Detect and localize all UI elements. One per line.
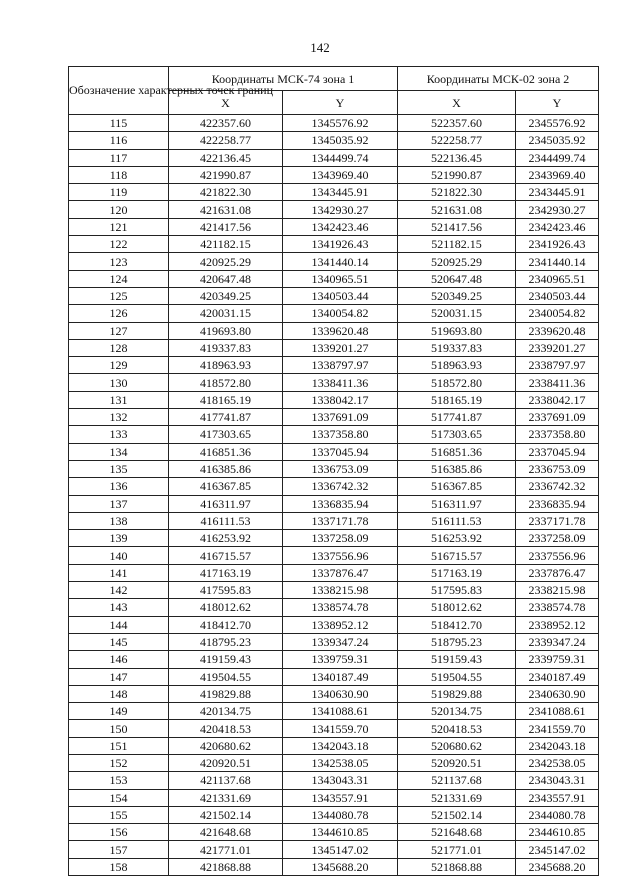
msk02-x-cell: 516253.92	[398, 530, 516, 547]
msk74-x-cell: 419829.88	[169, 685, 283, 702]
msk74-x-cell: 422136.45	[169, 149, 283, 166]
table-row	[69, 460, 599, 477]
msk74-y-cell: 1336753.09	[283, 460, 398, 477]
msk74-x-cell: 422357.60	[169, 115, 283, 132]
point-id-cell: 156	[69, 824, 169, 841]
table-row	[69, 530, 599, 547]
msk02-y-cell: 2341088.61	[516, 703, 599, 720]
msk74-x-cell: 421331.69	[169, 789, 283, 806]
point-id-cell: 152	[69, 754, 169, 771]
msk74-x-cell: 416367.85	[169, 478, 283, 495]
msk02-y-cell: 2337876.47	[516, 564, 599, 581]
table-row	[69, 789, 599, 806]
msk74-y-cell: 1339759.31	[283, 651, 398, 668]
point-id-cell: 136	[69, 478, 169, 495]
msk74-y-cell: 1338411.36	[283, 374, 398, 391]
msk02-y-cell: 2342423.46	[516, 218, 599, 235]
msk02-x-cell: 518963.93	[398, 357, 516, 374]
msk02-x-cell: 521648.68	[398, 824, 516, 841]
table-row	[69, 166, 599, 183]
msk02-y-cell: 2338797.97	[516, 357, 599, 374]
point-id-cell: 146	[69, 651, 169, 668]
msk74-x-cell: 417163.19	[169, 564, 283, 581]
msk74-y-cell: 1338952.12	[283, 616, 398, 633]
msk02-x-cell: 520680.62	[398, 737, 516, 754]
point-id-cell: 124	[69, 270, 169, 287]
table-row	[69, 806, 599, 823]
msk02-y-cell: 2345035.92	[516, 132, 599, 149]
table-row	[69, 685, 599, 702]
table-row	[69, 115, 599, 132]
msk02-x-cell: 521990.87	[398, 166, 516, 183]
msk02-x-cell: 521137.68	[398, 772, 516, 789]
msk74-y-cell: 1340965.51	[283, 270, 398, 287]
msk74-y-cell: 1342423.46	[283, 218, 398, 235]
msk74-y-cell: 1344080.78	[283, 806, 398, 823]
msk02-x-cell: 521631.08	[398, 201, 516, 218]
msk74-x-cell: 421990.87	[169, 166, 283, 183]
table-row	[69, 512, 599, 529]
table-row	[69, 582, 599, 599]
header-msk02-x: X	[398, 91, 516, 115]
msk74-x-cell: 420925.29	[169, 253, 283, 270]
msk02-y-cell: 2345688.20	[516, 858, 599, 875]
msk74-y-cell: 1345688.20	[283, 858, 398, 875]
table-row	[69, 633, 599, 650]
msk02-y-cell: 2337045.94	[516, 443, 599, 460]
table-row	[69, 270, 599, 287]
msk74-y-cell: 1342930.27	[283, 201, 398, 218]
msk02-y-cell: 2336753.09	[516, 460, 599, 477]
table-row	[69, 426, 599, 443]
msk74-x-cell: 417595.83	[169, 582, 283, 599]
point-id-cell: 139	[69, 530, 169, 547]
msk74-x-cell: 421648.68	[169, 824, 283, 841]
msk02-x-cell: 517163.19	[398, 564, 516, 581]
point-id-cell: 116	[69, 132, 169, 149]
msk02-x-cell: 522136.45	[398, 149, 516, 166]
table-row	[69, 703, 599, 720]
msk74-y-cell: 1343969.40	[283, 166, 398, 183]
point-id-cell: 119	[69, 184, 169, 201]
msk02-x-cell: 516851.36	[398, 443, 516, 460]
msk02-y-cell: 2337556.96	[516, 547, 599, 564]
msk02-x-cell: 522357.60	[398, 115, 516, 132]
msk74-x-cell: 420134.75	[169, 703, 283, 720]
msk74-y-cell: 1338215.98	[283, 582, 398, 599]
msk02-y-cell: 2338952.12	[516, 616, 599, 633]
msk74-y-cell: 1337171.78	[283, 512, 398, 529]
msk02-x-cell: 519337.83	[398, 339, 516, 356]
msk02-y-cell: 2343557.91	[516, 789, 599, 806]
msk02-x-cell: 518165.19	[398, 391, 516, 408]
point-id-cell: 153	[69, 772, 169, 789]
table-row	[69, 824, 599, 841]
table-row	[69, 236, 599, 253]
msk02-y-cell: 2341559.70	[516, 720, 599, 737]
msk74-x-cell: 420031.15	[169, 305, 283, 322]
point-id-cell: 121	[69, 218, 169, 235]
table-row	[69, 149, 599, 166]
msk02-x-cell: 521502.14	[398, 806, 516, 823]
table-row	[69, 305, 599, 322]
msk74-x-cell: 420349.25	[169, 287, 283, 304]
msk74-x-cell: 416311.97	[169, 495, 283, 512]
point-id-cell: 127	[69, 322, 169, 339]
msk02-x-cell: 521182.15	[398, 236, 516, 253]
point-id-cell: 120	[69, 201, 169, 218]
msk74-y-cell: 1341559.70	[283, 720, 398, 737]
msk74-x-cell: 416715.57	[169, 547, 283, 564]
table-row	[69, 737, 599, 754]
msk02-x-cell: 517741.87	[398, 409, 516, 426]
header-group-msk02: Координаты МСК-02 зона 2	[398, 67, 599, 91]
msk74-x-cell: 418012.62	[169, 599, 283, 616]
msk74-x-cell: 421631.08	[169, 201, 283, 218]
point-id-cell: 143	[69, 599, 169, 616]
msk02-x-cell: 520134.75	[398, 703, 516, 720]
msk74-x-cell: 421771.01	[169, 841, 283, 858]
point-id-cell: 133	[69, 426, 169, 443]
msk02-x-cell: 518795.23	[398, 633, 516, 650]
table-body	[69, 115, 599, 876]
point-id-cell: 140	[69, 547, 169, 564]
msk02-x-cell: 521417.56	[398, 218, 516, 235]
point-id-cell: 137	[69, 495, 169, 512]
msk74-y-cell: 1345576.92	[283, 115, 398, 132]
point-id-cell: 158	[69, 858, 169, 875]
msk74-x-cell: 421502.14	[169, 806, 283, 823]
table-row	[69, 754, 599, 771]
msk74-y-cell: 1343557.91	[283, 789, 398, 806]
msk74-y-cell: 1339620.48	[283, 322, 398, 339]
msk02-y-cell: 2336835.94	[516, 495, 599, 512]
msk74-x-cell: 416385.86	[169, 460, 283, 477]
msk02-x-cell: 519829.88	[398, 685, 516, 702]
msk02-y-cell: 2341440.14	[516, 253, 599, 270]
table-row	[69, 616, 599, 633]
point-id-cell: 141	[69, 564, 169, 581]
table-row	[69, 772, 599, 789]
msk74-y-cell: 1341088.61	[283, 703, 398, 720]
table-row	[69, 201, 599, 218]
msk02-x-cell: 520349.25	[398, 287, 516, 304]
msk02-y-cell: 2343043.31	[516, 772, 599, 789]
msk02-y-cell: 2340965.51	[516, 270, 599, 287]
msk74-x-cell: 421822.30	[169, 184, 283, 201]
msk02-y-cell: 2338215.98	[516, 582, 599, 599]
msk02-x-cell: 516311.97	[398, 495, 516, 512]
msk74-y-cell: 1340054.82	[283, 305, 398, 322]
msk74-x-cell: 421417.56	[169, 218, 283, 235]
point-id-cell: 118	[69, 166, 169, 183]
header-msk74-x: X	[169, 91, 283, 115]
msk02-y-cell: 2340503.44	[516, 287, 599, 304]
msk02-x-cell: 521868.88	[398, 858, 516, 875]
table-row	[69, 184, 599, 201]
table-row	[69, 668, 599, 685]
msk02-x-cell: 519159.43	[398, 651, 516, 668]
msk02-y-cell: 2340630.90	[516, 685, 599, 702]
msk74-y-cell: 1337876.47	[283, 564, 398, 581]
msk02-x-cell: 521331.69	[398, 789, 516, 806]
msk02-y-cell: 2339759.31	[516, 651, 599, 668]
msk02-x-cell: 520647.48	[398, 270, 516, 287]
point-id-cell: 117	[69, 149, 169, 166]
point-id-cell: 129	[69, 357, 169, 374]
point-id-cell: 147	[69, 668, 169, 685]
msk74-y-cell: 1342538.05	[283, 754, 398, 771]
msk74-x-cell: 416253.92	[169, 530, 283, 547]
msk74-y-cell: 1345035.92	[283, 132, 398, 149]
header-group-msk74: Координаты МСК-74 зона 1	[169, 67, 398, 91]
msk02-y-cell: 2339620.48	[516, 322, 599, 339]
msk02-y-cell: 2339347.24	[516, 633, 599, 650]
msk74-y-cell: 1340503.44	[283, 287, 398, 304]
msk02-y-cell: 2336742.32	[516, 478, 599, 495]
msk74-y-cell: 1336742.32	[283, 478, 398, 495]
msk74-y-cell: 1339201.27	[283, 339, 398, 356]
msk74-x-cell: 421182.15	[169, 236, 283, 253]
msk74-y-cell: 1338042.17	[283, 391, 398, 408]
msk02-x-cell: 519693.80	[398, 322, 516, 339]
point-id-cell: 130	[69, 374, 169, 391]
msk74-x-cell: 418572.80	[169, 374, 283, 391]
msk74-y-cell: 1339347.24	[283, 633, 398, 650]
msk74-y-cell: 1345147.02	[283, 841, 398, 858]
msk02-y-cell: 2342930.27	[516, 201, 599, 218]
msk74-y-cell: 1341926.43	[283, 236, 398, 253]
point-id-cell: 157	[69, 841, 169, 858]
point-id-cell: 115	[69, 115, 169, 132]
msk74-x-cell: 417741.87	[169, 409, 283, 426]
table-row	[69, 253, 599, 270]
msk02-x-cell: 521771.01	[398, 841, 516, 858]
msk74-y-cell: 1337258.09	[283, 530, 398, 547]
msk74-y-cell: 1343445.91	[283, 184, 398, 201]
table-row	[69, 651, 599, 668]
msk74-y-cell: 1342043.18	[283, 737, 398, 754]
msk02-y-cell: 2340187.49	[516, 668, 599, 685]
msk02-y-cell: 2343445.91	[516, 184, 599, 201]
msk02-y-cell: 2337691.09	[516, 409, 599, 426]
msk02-x-cell: 518012.62	[398, 599, 516, 616]
msk74-y-cell: 1340630.90	[283, 685, 398, 702]
msk02-y-cell: 2343969.40	[516, 166, 599, 183]
point-id-cell: 131	[69, 391, 169, 408]
point-id-cell: 149	[69, 703, 169, 720]
table-row	[69, 858, 599, 875]
msk02-x-cell: 516367.85	[398, 478, 516, 495]
header-msk74-y: Y	[283, 91, 398, 115]
table-row	[69, 391, 599, 408]
msk02-y-cell: 2338574.78	[516, 599, 599, 616]
msk02-y-cell: 2341926.43	[516, 236, 599, 253]
msk74-x-cell: 418412.70	[169, 616, 283, 633]
msk02-x-cell: 517595.83	[398, 582, 516, 599]
page-number: 142	[310, 40, 330, 55]
msk02-y-cell: 2345147.02	[516, 841, 599, 858]
msk02-y-cell: 2344610.85	[516, 824, 599, 841]
msk02-x-cell: 517303.65	[398, 426, 516, 443]
table-row	[69, 720, 599, 737]
msk74-x-cell: 422258.77	[169, 132, 283, 149]
coordinates-table	[68, 66, 599, 876]
msk74-x-cell: 419504.55	[169, 668, 283, 685]
msk02-x-cell: 520031.15	[398, 305, 516, 322]
table-row	[69, 322, 599, 339]
table-row	[69, 357, 599, 374]
msk74-y-cell: 1341440.14	[283, 253, 398, 270]
point-id-cell: 128	[69, 339, 169, 356]
msk02-x-cell: 520925.29	[398, 253, 516, 270]
msk02-x-cell: 516715.57	[398, 547, 516, 564]
msk02-y-cell: 2345576.92	[516, 115, 599, 132]
msk74-y-cell: 1337556.96	[283, 547, 398, 564]
msk74-x-cell: 418963.93	[169, 357, 283, 374]
msk74-x-cell: 417303.65	[169, 426, 283, 443]
msk02-x-cell: 522258.77	[398, 132, 516, 149]
msk74-x-cell: 420920.51	[169, 754, 283, 771]
msk74-x-cell: 418795.23	[169, 633, 283, 650]
msk74-x-cell: 420647.48	[169, 270, 283, 287]
msk02-x-cell: 520920.51	[398, 754, 516, 771]
msk74-x-cell: 421137.68	[169, 772, 283, 789]
table-row	[69, 599, 599, 616]
msk02-y-cell: 2340054.82	[516, 305, 599, 322]
table-row	[69, 478, 599, 495]
msk02-x-cell: 518412.70	[398, 616, 516, 633]
table-row	[69, 374, 599, 391]
table-row	[69, 443, 599, 460]
msk02-x-cell: 520418.53	[398, 720, 516, 737]
msk74-y-cell: 1337691.09	[283, 409, 398, 426]
msk74-y-cell: 1337358.80	[283, 426, 398, 443]
table-row	[69, 547, 599, 564]
table-row	[69, 841, 599, 858]
point-id-cell: 142	[69, 582, 169, 599]
table-row	[69, 409, 599, 426]
msk74-y-cell: 1337045.94	[283, 443, 398, 460]
table-row	[69, 132, 599, 149]
msk74-y-cell: 1344499.74	[283, 149, 398, 166]
msk74-y-cell: 1344610.85	[283, 824, 398, 841]
header-msk02-y: Y	[516, 91, 599, 115]
point-id-cell: 125	[69, 287, 169, 304]
msk74-x-cell: 418165.19	[169, 391, 283, 408]
table-row	[69, 339, 599, 356]
point-id-cell: 126	[69, 305, 169, 322]
point-id-cell: 150	[69, 720, 169, 737]
msk74-x-cell: 419693.80	[169, 322, 283, 339]
msk02-y-cell: 2339201.27	[516, 339, 599, 356]
table-row	[69, 564, 599, 581]
msk02-x-cell: 519504.55	[398, 668, 516, 685]
msk02-y-cell: 2344080.78	[516, 806, 599, 823]
msk02-x-cell: 516111.53	[398, 512, 516, 529]
point-id-cell: 123	[69, 253, 169, 270]
table-row	[69, 287, 599, 304]
point-id-cell: 154	[69, 789, 169, 806]
point-id-cell: 134	[69, 443, 169, 460]
point-id-cell: 148	[69, 685, 169, 702]
point-id-cell: 132	[69, 409, 169, 426]
msk74-y-cell: 1340187.49	[283, 668, 398, 685]
point-id-cell: 135	[69, 460, 169, 477]
msk02-y-cell: 2337258.09	[516, 530, 599, 547]
msk02-y-cell: 2342538.05	[516, 754, 599, 771]
msk02-x-cell: 521822.30	[398, 184, 516, 201]
msk74-x-cell: 419337.83	[169, 339, 283, 356]
point-id-cell: 138	[69, 512, 169, 529]
msk74-x-cell: 420680.62	[169, 737, 283, 754]
point-id-cell: 155	[69, 806, 169, 823]
msk74-x-cell: 421868.88	[169, 858, 283, 875]
header-point-label: Обозначение характерных точек границ	[69, 67, 169, 115]
point-id-cell: 122	[69, 236, 169, 253]
msk74-y-cell: 1338797.97	[283, 357, 398, 374]
msk74-x-cell: 420418.53	[169, 720, 283, 737]
msk02-y-cell: 2342043.18	[516, 737, 599, 754]
msk02-x-cell: 516385.86	[398, 460, 516, 477]
msk02-y-cell: 2338042.17	[516, 391, 599, 408]
msk02-y-cell: 2338411.36	[516, 374, 599, 391]
msk74-y-cell: 1338574.78	[283, 599, 398, 616]
table-row	[69, 218, 599, 235]
point-id-cell: 151	[69, 737, 169, 754]
msk02-y-cell: 2337358.80	[516, 426, 599, 443]
table-row	[69, 495, 599, 512]
msk74-x-cell: 419159.43	[169, 651, 283, 668]
msk02-y-cell: 2344499.74	[516, 149, 599, 166]
point-id-cell: 145	[69, 633, 169, 650]
msk74-x-cell: 416111.53	[169, 512, 283, 529]
msk74-y-cell: 1336835.94	[283, 495, 398, 512]
msk74-y-cell: 1343043.31	[283, 772, 398, 789]
point-id-cell: 144	[69, 616, 169, 633]
msk02-y-cell: 2337171.78	[516, 512, 599, 529]
msk02-x-cell: 518572.80	[398, 374, 516, 391]
msk74-x-cell: 416851.36	[169, 443, 283, 460]
